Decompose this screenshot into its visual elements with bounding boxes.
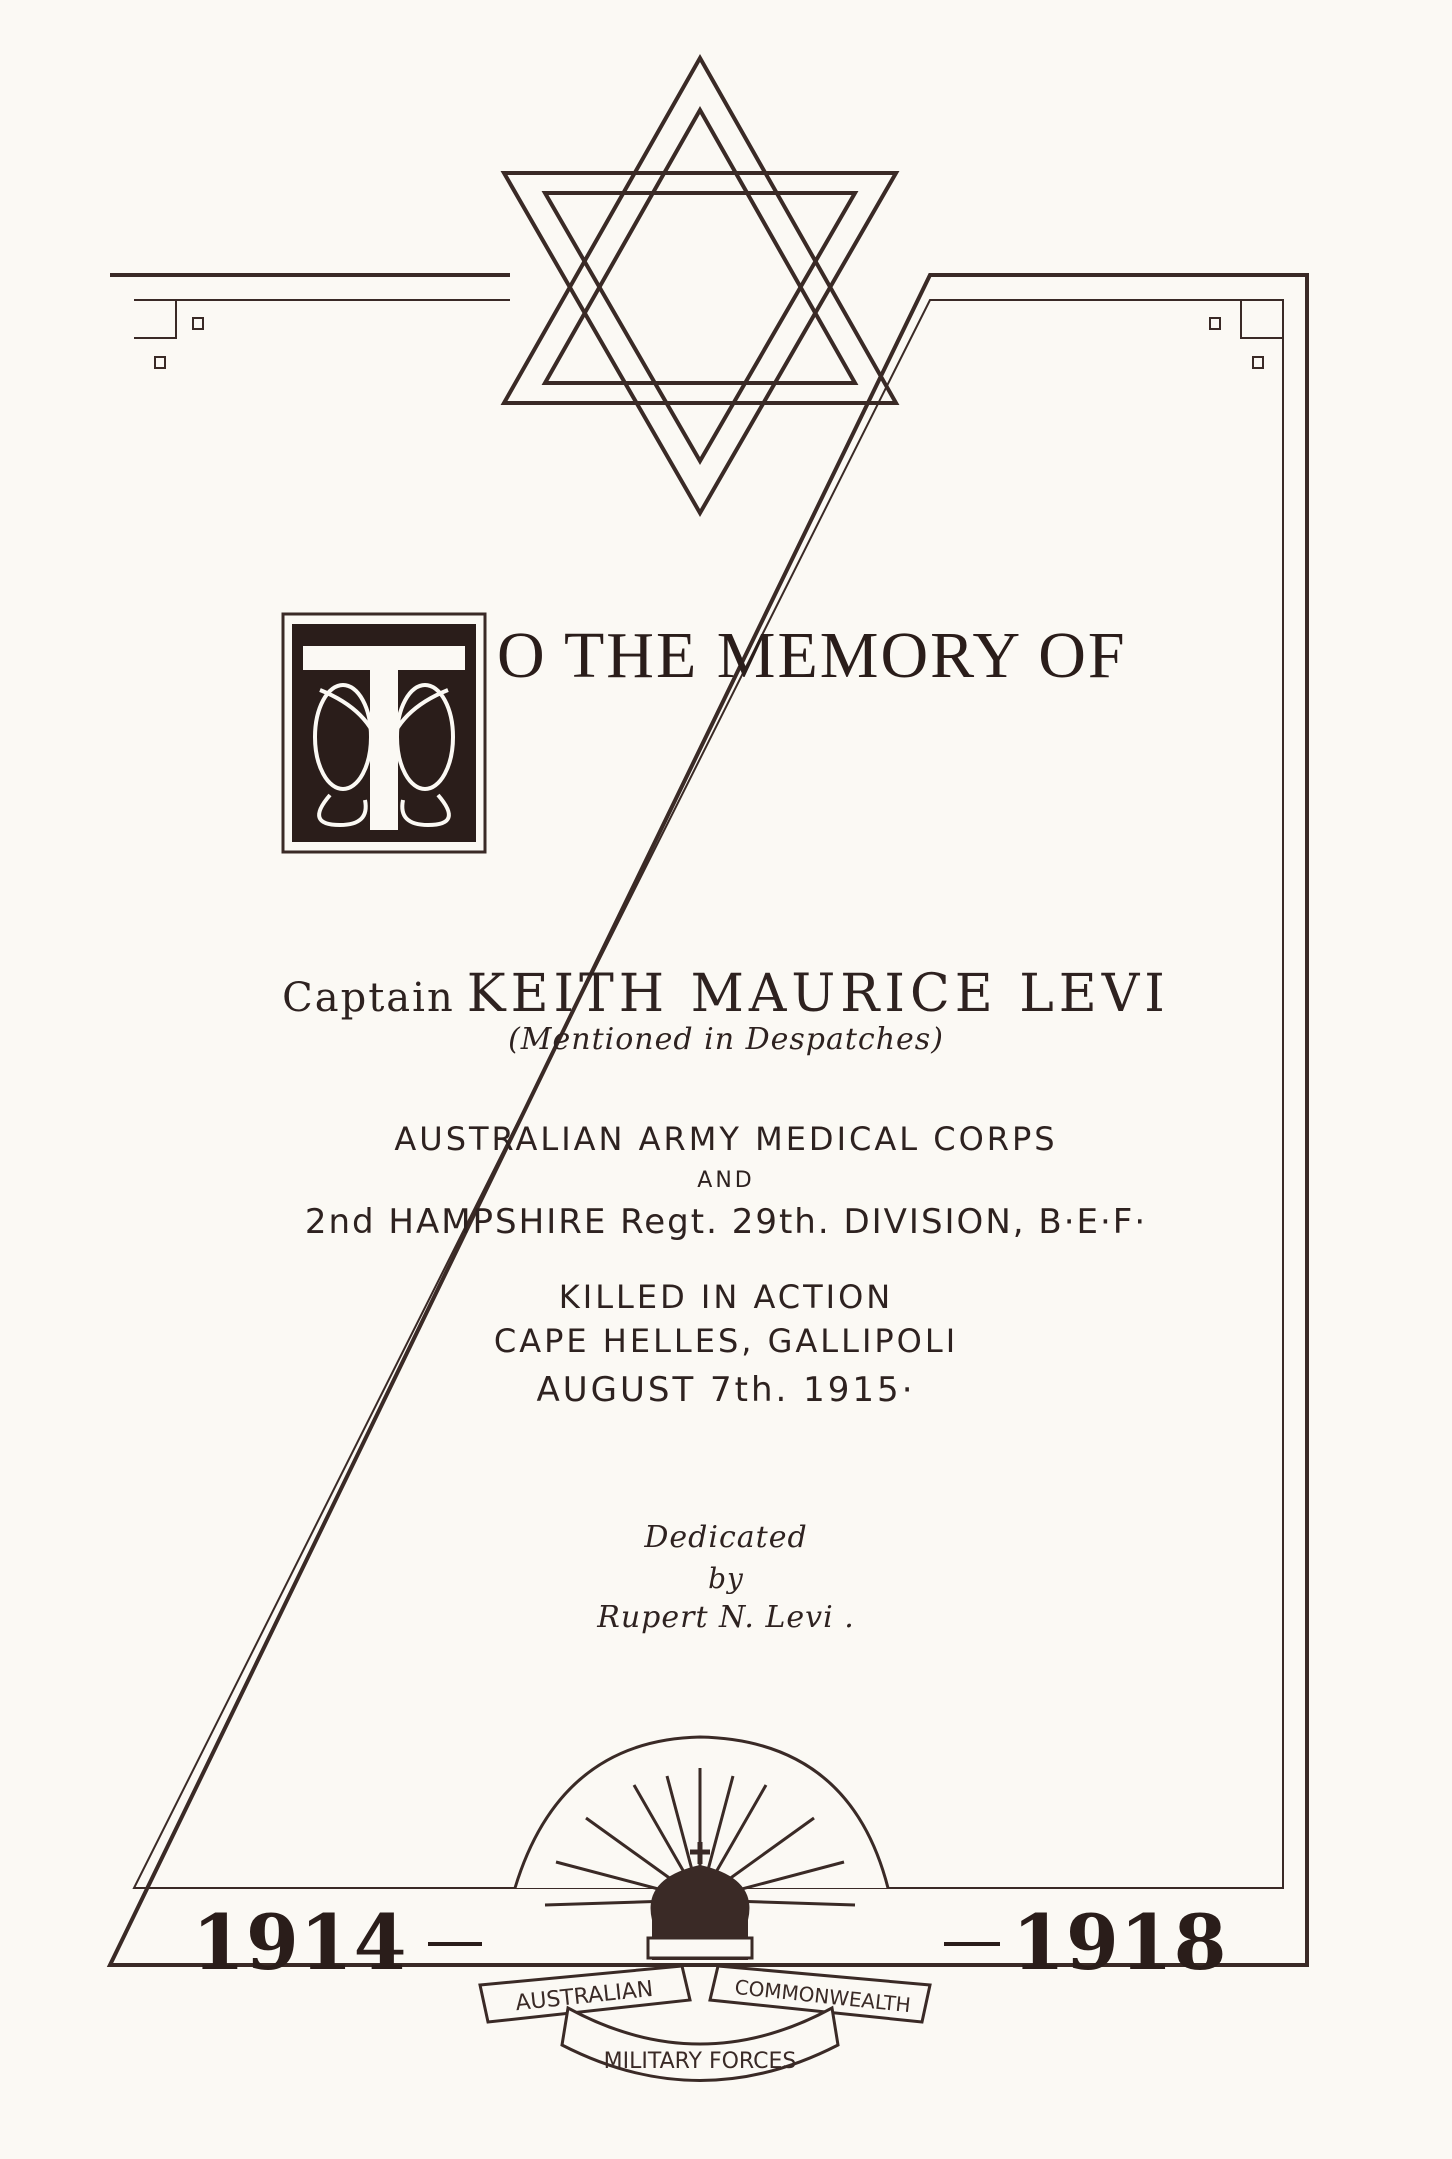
death-line-3: AUGUST 7th. 1915·: [536, 1370, 916, 1410]
year-end: 1918: [1012, 1898, 1228, 1987]
honoree-name: KEITH MAURICE LEVI: [466, 964, 1170, 1024]
service-unit-1: AUSTRALIAN ARMY MEDICAL CORPS: [394, 1120, 1058, 1158]
honoree-honour: (Mentioned in Despatches): [508, 1022, 944, 1057]
badge-scroll-bottom: MILITARY FORCES: [603, 2049, 797, 2074]
death-line-2: CAPE HELLES, GALLIPOLI: [493, 1322, 959, 1360]
honoree-line: [0, 964, 1452, 1024]
star-of-david-icon: [504, 58, 896, 513]
dedication-line-2: by: [708, 1562, 744, 1595]
rising-sun-badge-icon: [480, 1737, 930, 2081]
memorial-heading: O THE MEMORY OF: [497, 619, 1127, 692]
badge-scroll-right: COMMONWEALTH: [733, 1974, 912, 2018]
service-conjunction: AND: [697, 1168, 755, 1193]
dedication-line-1: Dedicated: [644, 1520, 808, 1555]
death-line-1: KILLED IN ACTION: [558, 1278, 894, 1316]
year-start: 1914: [192, 1898, 408, 1987]
badge-scroll-left: AUSTRALIAN: [514, 1976, 655, 2017]
dedication-line-3: Rupert N. Levi .: [597, 1600, 855, 1635]
illuminated-initial-t-icon: [283, 614, 485, 852]
service-unit-2: 2nd HAMPSHIRE Regt. 29th. DIVISION, B·E·F·: [304, 1202, 1148, 1242]
honoree-rank: Captain: [282, 975, 455, 1021]
